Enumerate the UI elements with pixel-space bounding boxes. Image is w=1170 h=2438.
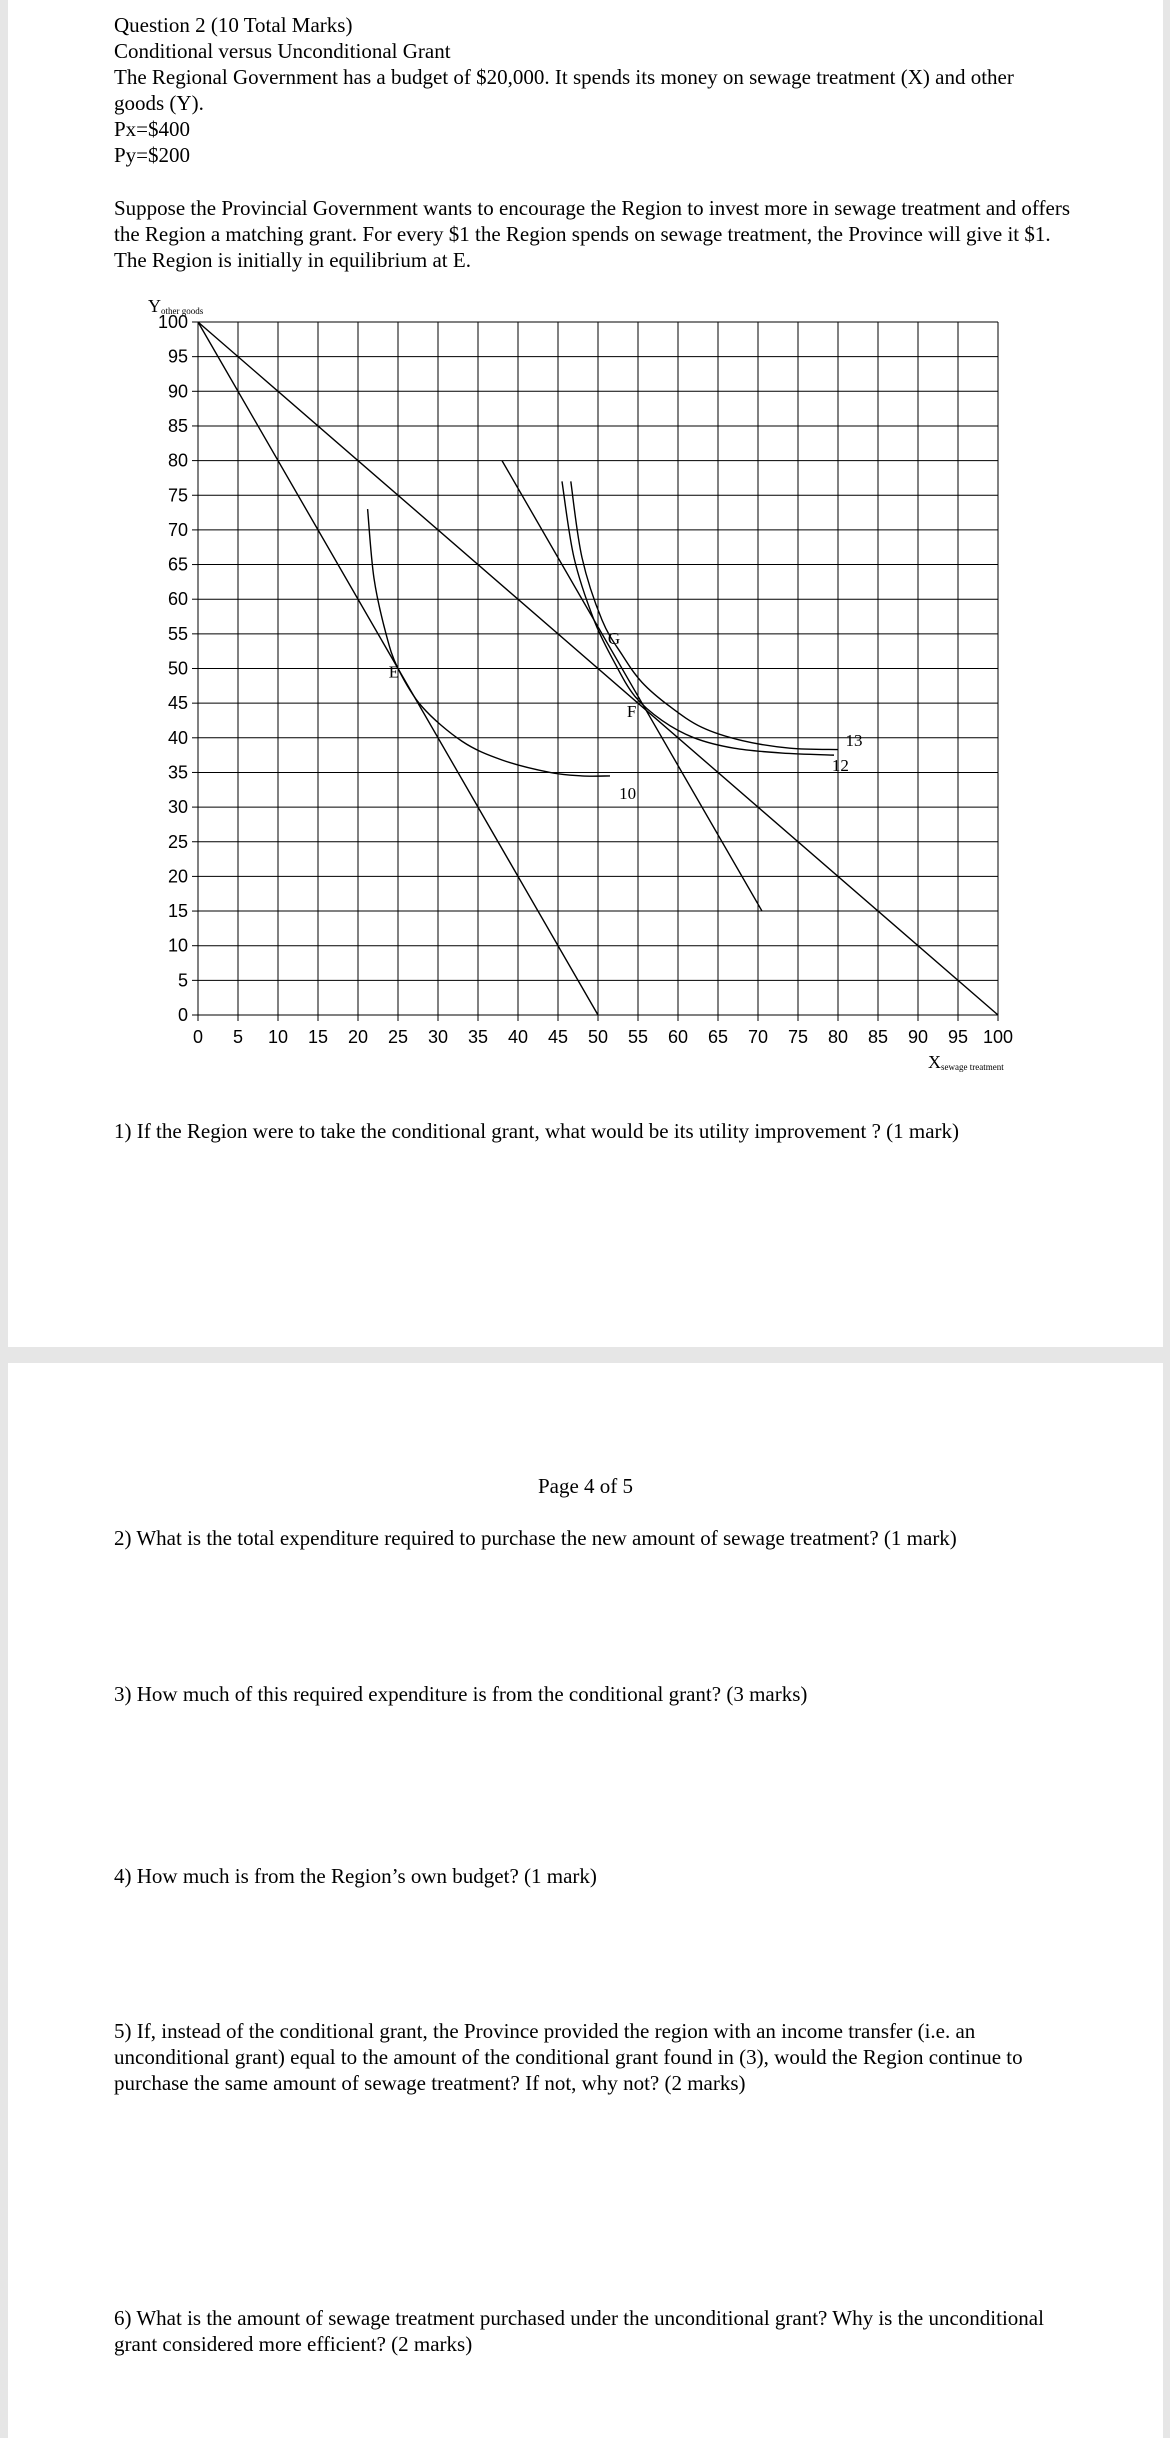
x-tick-label: 35 xyxy=(467,1027,489,1047)
x-tick-label: 30 xyxy=(427,1027,449,1047)
x-tick-label: 10 xyxy=(267,1027,289,1047)
document-page-1 xyxy=(8,0,1163,1347)
y-tick-label: 95 xyxy=(167,346,188,367)
annotation-label-g: G xyxy=(607,629,621,649)
question-5: 5) If, instead of the conditional grant, the Province provided the region with an income transfer (i.e. an unconditional grant) equal to the amount of the conditional grant found in (3), would the Region continue to purchase the same amount of sewage treatment? If not, why not? (2 marks) xyxy=(114,2019,1023,2095)
series-unconditional-grant-budget-line xyxy=(502,461,762,911)
x-tick-label: 95 xyxy=(947,1027,969,1047)
x-tick-label: 100 xyxy=(982,1027,1014,1047)
y-tick-label: 55 xyxy=(167,623,188,644)
series-indifference-curve-12 xyxy=(562,481,834,755)
x-tick-label: 15 xyxy=(307,1027,329,1047)
budget-intro: The Regional Government has a budget of $20,000. It spends its money on sewage treatment (X) and other goods (Y). xyxy=(114,65,1014,115)
y-tick-label: 10 xyxy=(167,935,188,956)
annotation-label-12: 12 xyxy=(831,756,849,776)
y-tick-label: 80 xyxy=(167,450,188,471)
x-tick-label: 60 xyxy=(667,1027,689,1047)
y-tick-label: 60 xyxy=(167,589,188,610)
y-tick-label: 90 xyxy=(167,381,188,402)
price-y: Py=$200 xyxy=(114,143,191,167)
question-3: 3) How much of this required expenditure is from the conditional grant? (3 marks) xyxy=(114,1682,808,1706)
annotation-label-10: 10 xyxy=(619,783,637,803)
x-tick-label: 25 xyxy=(387,1027,409,1047)
price-x: Px=$400 xyxy=(114,117,191,141)
annotation-label-13: 13 xyxy=(845,731,863,751)
x-tick-label: 85 xyxy=(867,1027,889,1047)
y-tick-label: 5 xyxy=(177,970,188,991)
series-indifference-curve-10 xyxy=(368,509,610,776)
y-tick-label: 20 xyxy=(167,866,188,887)
x-tick-label: 50 xyxy=(587,1027,609,1047)
y-tick-label: 65 xyxy=(167,554,188,575)
y-tick-label: 45 xyxy=(167,693,188,714)
x-tick-label: 70 xyxy=(747,1027,769,1047)
y-tick-label: 35 xyxy=(167,762,188,783)
annotation-label-e: E xyxy=(388,662,400,682)
x-tick-label: 5 xyxy=(232,1027,244,1047)
y-tick-label: 30 xyxy=(167,797,188,818)
question-title: Question 2 (10 Total Marks) xyxy=(114,13,353,37)
x-axis-label: Xsewage treatment xyxy=(928,1052,1004,1072)
x-tick-label: 40 xyxy=(507,1027,529,1047)
page-footer: Page 4 of 5 xyxy=(537,1474,634,1498)
y-tick-label: 85 xyxy=(167,415,188,436)
y-tick-label: 100 xyxy=(157,312,188,332)
y-tick-label: 70 xyxy=(167,519,188,540)
y-tick-label: 0 xyxy=(177,1005,188,1025)
y-axis-label: Yother goods xyxy=(148,296,204,316)
y-tick-label: 15 xyxy=(167,901,188,922)
question-6: 6) What is the amount of sewage treatment purchased under the unconditional grant? Why is the unconditional grant considered more efficient? (2 marks) xyxy=(114,2306,1044,2356)
y-tick-label: 75 xyxy=(167,485,188,506)
question-2: 2) What is the total expenditure required to purchase the new amount of sewage treatment? (1 mark) xyxy=(114,1526,957,1550)
question-4: 4) How much is from the Region’s own budget? (1 mark) xyxy=(114,1864,597,1888)
annotation-label-f: F xyxy=(626,702,637,722)
scenario-paragraph: Suppose the Provincial Government wants to encourage the Region to invest more in sewage treatment and offers the Region a matching grant. For every $1 the Region spends on sewage treatment, the Province will give it $1. The Region is initially in equilibrium at E. xyxy=(114,196,1071,272)
budget-indifference-chart xyxy=(8,285,1163,1085)
x-tick-label: 45 xyxy=(547,1027,569,1047)
y-tick-label: 40 xyxy=(167,727,188,748)
question-1: 1) If the Region were to take the conditional grant, what would be its utility improvement ? (1 mark) xyxy=(114,1119,960,1143)
x-tick-label: 75 xyxy=(787,1027,809,1047)
document-page-2 xyxy=(8,1363,1163,2438)
x-tick-label: 55 xyxy=(627,1027,649,1047)
x-tick-label: 20 xyxy=(347,1027,369,1047)
x-tick-label: 90 xyxy=(907,1027,929,1047)
y-tick-label: 25 xyxy=(167,831,188,852)
question-subtitle: Conditional versus Unconditional Grant xyxy=(114,39,451,63)
x-tick-label: 65 xyxy=(707,1027,729,1047)
x-tick-label: 0 xyxy=(192,1027,204,1047)
y-tick-label: 50 xyxy=(167,658,188,679)
x-tick-label: 80 xyxy=(827,1027,849,1047)
